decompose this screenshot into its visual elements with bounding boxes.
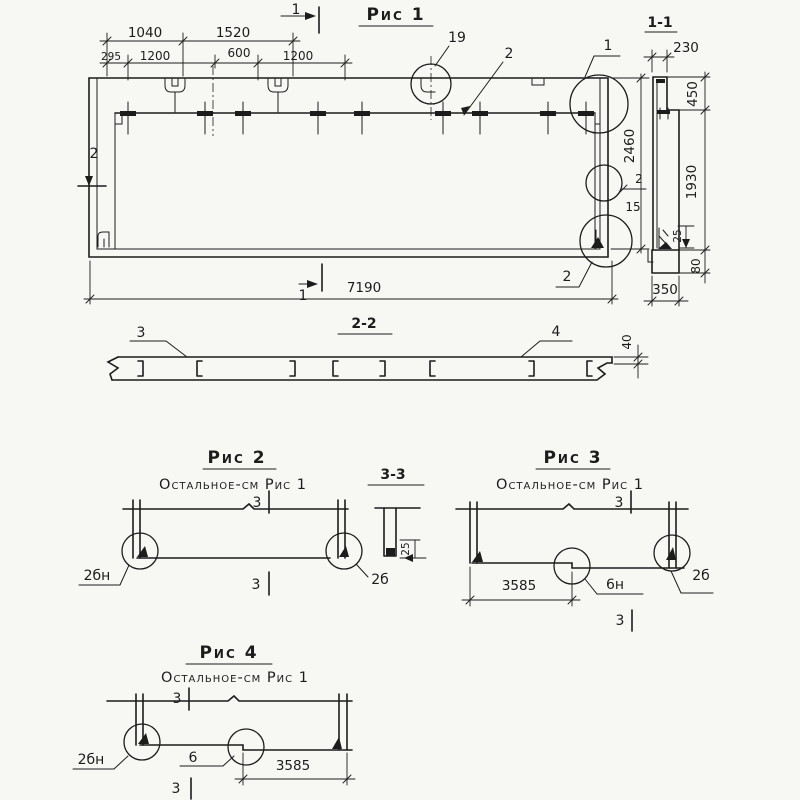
leader-line (130, 341, 187, 357)
dim-25: 25 (672, 229, 684, 243)
fig2 (79, 448, 389, 595)
fig4-callout-mid: 6 (188, 750, 198, 766)
anchor-mark (339, 546, 349, 557)
section-2-2-title: 2-2 (351, 316, 377, 332)
section-2-2-callout-3: 3 (136, 325, 146, 341)
section-3-3-title: 3-3 (380, 467, 406, 483)
fig3-top-line (456, 504, 688, 509)
fig1-callout-2-bottom: 2 (562, 269, 572, 285)
section-2-2-callout-4: 4 (551, 324, 561, 340)
extension-line (652, 50, 667, 72)
fig3-dim-3585: 3585 (501, 578, 537, 594)
slab-top (118, 357, 612, 363)
detail-circle-mid (228, 729, 264, 765)
leader-line (521, 341, 572, 357)
fig1-dim-15: 15 (625, 200, 641, 214)
fig1-callout-2-top: 2 (504, 46, 514, 62)
fig4-title: Рис 4 (199, 643, 259, 663)
dim-1040: 1040 (127, 25, 163, 41)
leader-line (585, 56, 620, 77)
dim-600: 600 (227, 46, 251, 60)
fig3-callout-mid: 6н (605, 577, 625, 593)
anchor-mark (658, 242, 672, 249)
corner-hook (98, 232, 109, 247)
dim-80: 80 (689, 258, 703, 274)
dim-230: 230 (673, 40, 699, 56)
fig2-top-line (123, 504, 348, 509)
fig3 (456, 448, 713, 631)
slab-bottom (112, 363, 612, 380)
corner-hook (593, 117, 600, 133)
fig1-section-mark-1-top: 1 (291, 2, 301, 18)
leader-line (356, 564, 368, 577)
fig1-section-mark-1-bottom: 1 (298, 288, 308, 304)
section-1-1-title: 1-1 (647, 15, 673, 31)
fig3-callout-right: 2б (692, 568, 710, 584)
section-3-3 (368, 467, 426, 562)
dim-40: 40 (620, 334, 634, 350)
fig1-top-dimensions (100, 25, 352, 80)
dim-1200-a: 1200 (139, 49, 171, 63)
fig1-height-dimension (611, 74, 649, 253)
fig1-title: Рис 1 (366, 5, 426, 25)
embedded-plate (656, 79, 665, 83)
fig1-section-mark-2-left: 2 (89, 146, 99, 162)
fig3-title: Рис 3 (543, 448, 603, 468)
fig4-section-mark-top: 3 (172, 691, 182, 707)
section-1-1 (644, 15, 710, 306)
fig3-left-verticals (470, 502, 477, 563)
section-2-2 (108, 316, 648, 380)
fig1-callout-2-mid: 2 (635, 172, 643, 186)
fig2-title: Рис 2 (207, 448, 267, 468)
leader-line (464, 62, 503, 115)
fig1-elevation (78, 2, 649, 304)
anchor-mark (591, 237, 604, 248)
fig1-bottom-dimension (84, 261, 618, 304)
fig4-right-verticals (339, 694, 347, 750)
leader-line (556, 262, 592, 287)
fig2-subtitle: Остальное-см Рис 1 (159, 477, 307, 493)
top-notch (532, 79, 544, 85)
fig1-callout-1-right: 1 (603, 38, 613, 54)
anchor-mark (137, 546, 148, 557)
dim-450: 450 (685, 81, 701, 107)
panel-outline (89, 78, 608, 257)
fig4-callout-left: 2бн (77, 752, 105, 768)
fig3-section-mark-top: 3 (614, 495, 624, 511)
anchor-mark (386, 548, 395, 556)
dim-1520: 1520 (215, 25, 251, 41)
dim-2460: 2460 (622, 128, 638, 164)
fig2-callout-right: 2б (371, 572, 389, 588)
detail-circle-mid (586, 165, 622, 201)
fig2-section-mark-top: 3 (252, 495, 262, 511)
fig4 (73, 643, 355, 799)
dim-25: 25 (400, 542, 412, 556)
slab-hooks (138, 361, 592, 376)
fig1-callout-19: 19 (448, 30, 466, 46)
bottom-flange (652, 250, 679, 273)
detail-circle-bottom (580, 215, 632, 267)
arrowhead (85, 176, 93, 186)
arrowhead (305, 12, 316, 20)
anchor-mark (666, 547, 676, 560)
fig4-section-mark-bottom: 3 (171, 781, 181, 797)
dim-350: 350 (652, 282, 678, 298)
embedded-plates (120, 102, 594, 134)
extension-line (614, 357, 648, 364)
dim-7190: 7190 (346, 280, 382, 296)
leader-line (435, 46, 449, 66)
fig3-section-mark-bottom: 3 (615, 613, 625, 629)
slab-break-left (108, 357, 118, 380)
arrowhead (307, 280, 318, 288)
fig2-section-mark-bottom: 3 (251, 577, 261, 593)
fig3-bottom-line (472, 563, 684, 568)
dim-1200-b: 1200 (282, 49, 314, 63)
dim-1930: 1930 (684, 164, 700, 200)
fig4-bottom-line (140, 745, 352, 750)
dim-295: 295 (100, 51, 122, 63)
fig4-subtitle: Остальное-см Рис 1 (161, 670, 309, 686)
fig2-callout-left: 2бн (83, 568, 111, 584)
anchor-mark (332, 737, 342, 749)
fig4-dim-3585: 3585 (275, 758, 311, 774)
fig3-subtitle: Остальное-см Рис 1 (496, 477, 644, 493)
